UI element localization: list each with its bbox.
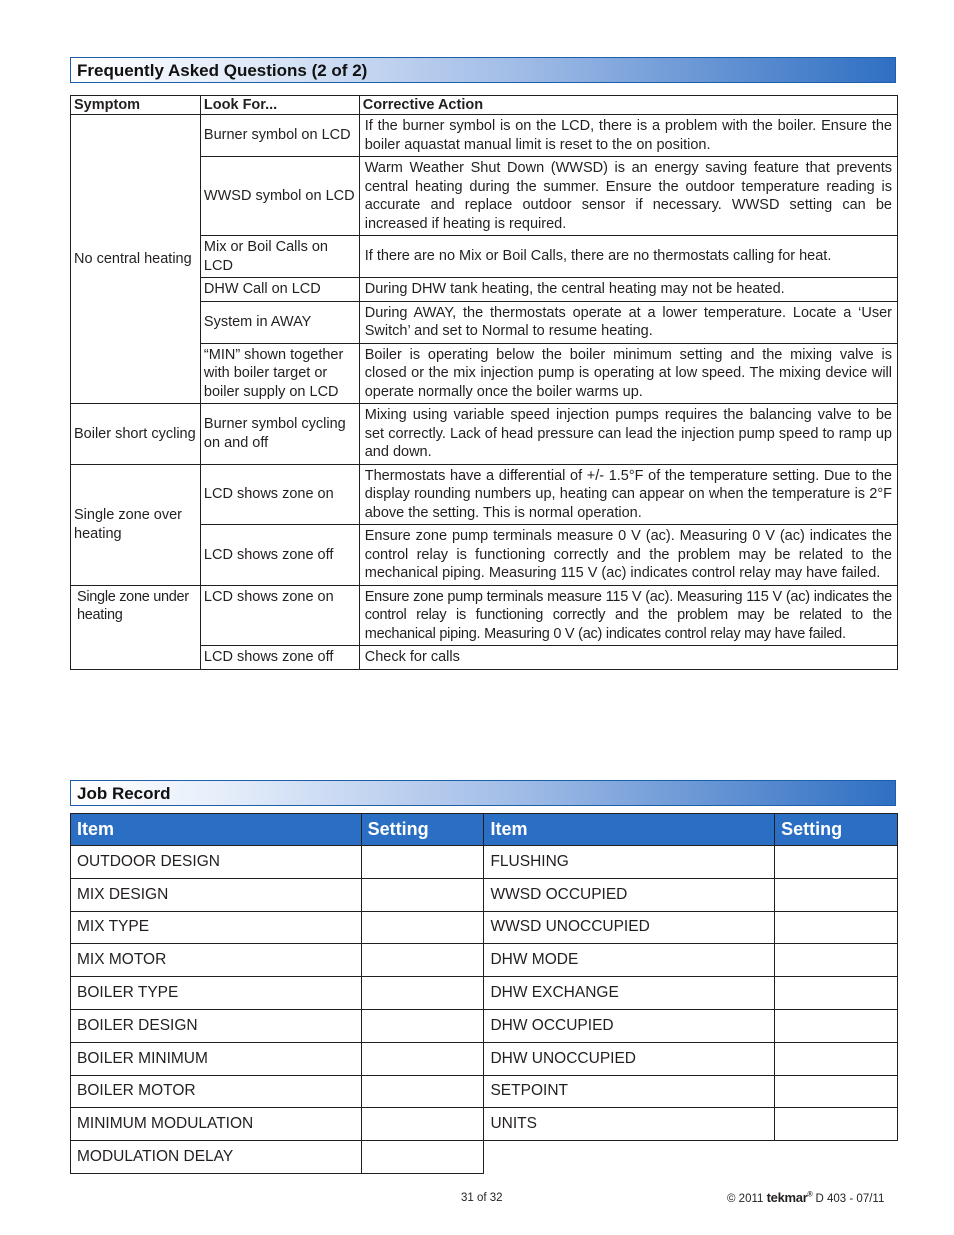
look-for-cell: WWSD symbol on LCD <box>200 157 359 236</box>
job-record-row <box>71 878 898 911</box>
look-for-cell: Burner symbol cycling on and off <box>200 404 359 465</box>
job-record-body <box>71 846 898 1174</box>
look-for-cell: LCD shows zone on <box>200 464 359 525</box>
corrective-action-cell: Boiler is operating below the boiler minimum setting and the mixing valve is closed or the mix injection pump is operating at low speed. The mixing device will operate normally once the boiler warms up. <box>359 343 897 404</box>
copyright: © 2011 <box>727 1193 764 1205</box>
look-for-header: Look For... <box>200 96 359 115</box>
look-for-cell: LCD shows zone off <box>200 646 359 670</box>
page-number: 31 of 32 <box>461 1192 503 1204</box>
job-setting-cell[interactable] <box>775 878 898 911</box>
empty-cell <box>484 1141 898 1174</box>
corrective-action-cell: Check for calls <box>359 646 897 670</box>
item-header-left: Item <box>71 814 362 846</box>
job-record-row <box>71 846 898 879</box>
job-item-cell: WWSD UNOCCUPIED <box>484 911 775 944</box>
job-item-cell: FLUSHING <box>484 846 775 879</box>
faq-row <box>71 404 898 465</box>
job-record-header-row <box>71 814 898 846</box>
corrective-action-cell: Mixing using variable speed injection pumps requires the balancing valve to be set correctly. Lack of head pressure can lead the injection pump speed to ramp up and down. <box>359 404 897 465</box>
corrective-action-cell: Warm Weather Shut Down (WWSD) is an energy saving feature that prevents central heating during the summer. Ensure the outdoor temperature reading is accurate and replace outdoor sensor if necessary. WWSD setting can be increased if heating is required. <box>359 157 897 236</box>
symptom-cell: Single zone over heating <box>71 464 201 585</box>
job-setting-cell[interactable] <box>361 977 484 1010</box>
item-header-right: Item <box>484 814 775 846</box>
job-setting-cell[interactable] <box>775 1108 898 1141</box>
job-setting-cell[interactable] <box>361 1042 484 1075</box>
job-item-cell: BOILER MINIMUM <box>71 1042 362 1075</box>
look-for-cell: System in AWAY <box>200 301 359 343</box>
job-item-cell: MODULATION DELAY <box>71 1141 362 1174</box>
setting-header-right: Setting <box>775 814 898 846</box>
corrective-action-cell: If the burner symbol is on the LCD, there is a problem with the boiler. Ensure the boiler aquastat manual limit is reset to the on position. <box>359 115 897 157</box>
job-record-row <box>71 1075 898 1108</box>
faq-row <box>71 115 898 157</box>
job-item-cell: OUTDOOR DESIGN <box>71 846 362 879</box>
job-setting-cell[interactable] <box>775 977 898 1010</box>
faq-header-row <box>71 96 898 115</box>
corrective-action-cell: During DHW tank heating, the central heating may not be heated. <box>359 278 897 302</box>
corrective-action-cell: Ensure zone pump terminals measure 115 V (ac). Measuring 115 V (ac) indicates the control relay is functioning correctly and the problem may be related to the mechanical piping. Measuring 0 V (ac) indicates control relay may have failed. <box>359 585 897 646</box>
job-item-cell: DHW MODE <box>484 944 775 977</box>
job-setting-cell[interactable] <box>361 911 484 944</box>
job-item-cell: MIX DESIGN <box>71 878 362 911</box>
faq-row <box>71 464 898 525</box>
look-for-cell: Mix or Boil Calls on LCD <box>200 236 359 278</box>
faq-table <box>70 95 898 670</box>
faq-title: Frequently Asked Questions (2 of 2) <box>77 61 368 80</box>
look-for-cell: LCD shows zone on <box>200 585 359 646</box>
job-setting-cell[interactable] <box>775 1009 898 1042</box>
job-record-row <box>71 1141 898 1174</box>
job-setting-cell[interactable] <box>775 911 898 944</box>
job-item-cell: MINIMUM MODULATION <box>71 1108 362 1141</box>
job-setting-cell[interactable] <box>361 1141 484 1174</box>
brand-name: tekmar <box>766 1190 808 1205</box>
corrective-action-header: Corrective Action <box>359 96 897 115</box>
job-record-row <box>71 911 898 944</box>
job-setting-cell[interactable] <box>775 1042 898 1075</box>
symptom-cell: No central heating <box>71 115 201 404</box>
job-record-row <box>71 1042 898 1075</box>
tekmar-logo: tekmar® <box>766 1190 813 1205</box>
symptom-cell: Boiler short cycling <box>71 404 201 465</box>
job-setting-cell[interactable] <box>775 846 898 879</box>
corrective-action-cell: If there are no Mix or Boil Calls, there are no thermostats calling for heat. <box>359 236 897 278</box>
job-item-cell: DHW UNOCCUPIED <box>484 1042 775 1075</box>
symptom-header: Symptom <box>71 96 201 115</box>
job-record-section-header <box>70 780 896 806</box>
job-item-cell: MIX MOTOR <box>71 944 362 977</box>
job-item-cell: WWSD OCCUPIED <box>484 878 775 911</box>
job-item-cell: BOILER DESIGN <box>71 1009 362 1042</box>
job-setting-cell[interactable] <box>361 944 484 977</box>
job-record-row <box>71 944 898 977</box>
job-item-cell: BOILER TYPE <box>71 977 362 1010</box>
look-for-cell: LCD shows zone off <box>200 525 359 586</box>
look-for-cell: “MIN” shown together with boiler target or boiler supply on LCD <box>200 343 359 404</box>
job-setting-cell[interactable] <box>361 878 484 911</box>
symptom-cell: Single zone under heating <box>71 585 201 669</box>
corrective-action-cell: Ensure zone pump terminals measure 0 V (ac). Measuring 0 V (ac) indicates the control relay is functioning correctly and the problem may be related to the mechanical piping. Measuring 115 V (ac) indicates control relay may have failed. <box>359 525 897 586</box>
look-for-cell: DHW Call on LCD <box>200 278 359 302</box>
job-item-cell: UNITS <box>484 1108 775 1141</box>
corrective-action-cell: Thermostats have a differential of +/- 1.5°F of the temperature setting. Due to the display rounding numbers up, heating can appear on when the temperature is 2°F above the setting. This is normal operation. <box>359 464 897 525</box>
corrective-action-cell: During AWAY, the thermostats operate at a lower temperature. Locate a ‘User Switch’ and set to Normal to resume heating. <box>359 301 897 343</box>
job-setting-cell[interactable] <box>775 1075 898 1108</box>
faq-section-header <box>70 57 896 83</box>
job-setting-cell[interactable] <box>361 846 484 879</box>
look-for-cell: Burner symbol on LCD <box>200 115 359 157</box>
job-record-row <box>71 1108 898 1141</box>
faq-row <box>71 585 898 646</box>
setting-header-left: Setting <box>361 814 484 846</box>
job-item-cell: DHW EXCHANGE <box>484 977 775 1010</box>
job-setting-cell[interactable] <box>775 944 898 977</box>
job-item-cell: DHW OCCUPIED <box>484 1009 775 1042</box>
job-setting-cell[interactable] <box>361 1075 484 1108</box>
document-number: D 403 - 07/11 <box>815 1193 885 1205</box>
job-setting-cell[interactable] <box>361 1009 484 1042</box>
job-record-row <box>71 1009 898 1042</box>
job-item-cell: SETPOINT <box>484 1075 775 1108</box>
job-record-row <box>71 977 898 1010</box>
job-item-cell: BOILER MOTOR <box>71 1075 362 1108</box>
job-record-table <box>70 813 898 1174</box>
job-record-title: Job Record <box>77 784 171 803</box>
job-item-cell: MIX TYPE <box>71 911 362 944</box>
job-setting-cell[interactable] <box>361 1108 484 1141</box>
footer-credits <box>727 1190 884 1205</box>
faq-body <box>71 115 898 670</box>
